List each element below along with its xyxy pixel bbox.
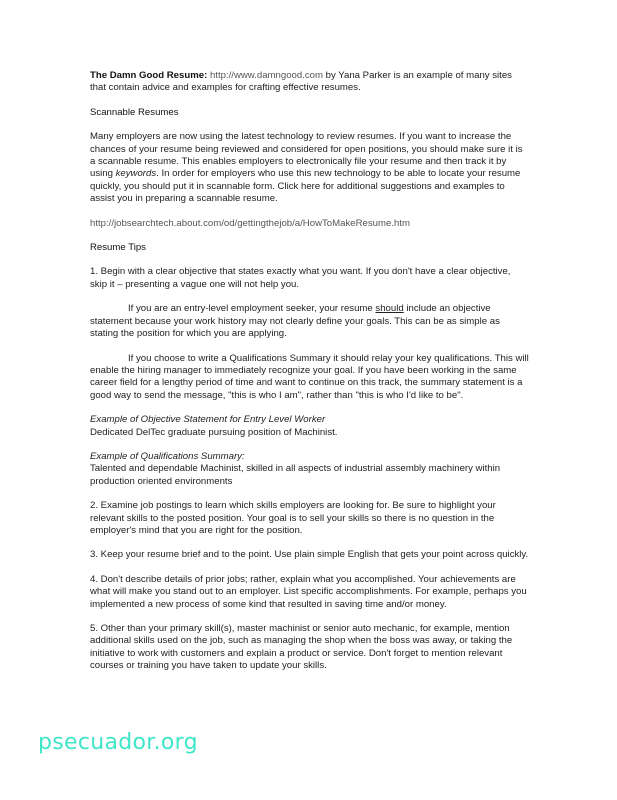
tip-1b-text-a: If you are an entry-level employment seeker, your resume	[128, 303, 376, 315]
example-qualifications-text: Talented and dependable Machinist, skilled in all aspects of industrial assembly machinery within production oriented environments	[90, 463, 501, 487]
example-qualifications	[90, 451, 530, 488]
tip-1: 1. Begin with a clear objective that states exactly what you want. If you don't have a clear objective, skip it – presenting a vague one will not help you.	[90, 266, 511, 290]
scannable-text-1: Many employers are now using the latest technology to review resumes. If you want to increase the chances of your resume being reviewed and considered for open positions, you should make sure it is a scannable resume. This enables employers to electronically file your resume and then track it by using	[90, 131, 523, 180]
scannable-text-2: . In order for employers who use this new technology to be able to locate your resume quickly, you should put it in scannable form. Click here for additional suggestions and examples to assist you in preparing a scannable resume.	[90, 168, 521, 205]
example-objective-text: Dedicated DelTec graduate pursuing position of Machinist.	[90, 426, 338, 438]
example-objective-label: Example of Objective Statement for Entry Level Worker	[90, 414, 326, 426]
keywords-text: keywords	[115, 168, 157, 180]
watermark-text: psecuador.org	[38, 730, 198, 755]
scannable-url-link[interactable]: http://jobsearchtech.about.com/od/gettingthejob/a/HowToMakeResume.htm	[90, 217, 410, 229]
intro-paragraph	[90, 70, 530, 95]
tips-heading: Resume Tips	[90, 242, 146, 254]
tip-2: 2. Examine job postings to learn which skills employers are looking for. Be sure to highlight your relevant skills to the posted position. Your goal is to sell your skills so there is no question in the employer's mind that you are right for the position.	[90, 500, 496, 536]
tip-1-qualifications: If you choose to write a Qualifications Summary it should relay your key qualifications. This will enable the hiring manager to immediately recognize your goal. If you have been working in the same career field for a lengthy period of time and want to continue on this track, the summary statement is a good way to send the message, "this is who I am", rather than "this is who I'd like to be".	[90, 352, 529, 401]
example-qualifications-label: Example of Qualifications Summary:	[90, 450, 245, 462]
tip-4: 4. Don't describe details of prior jobs; rather, explain what you accomplished. Your achievements are what will make you stand out to an employer. List specific accomplishments. For example, perhaps you implemented a new process of some kind that resulted in saving time and/or money.	[90, 573, 527, 610]
intro-url-link[interactable]: http://www.damngood.com	[209, 70, 324, 81]
intro-text: by Yana Parker is an example of many sites that contain advice and examples for crafting effective resumes.	[90, 70, 512, 94]
example-objective	[90, 414, 530, 439]
document-body	[90, 70, 530, 685]
should-text: should	[375, 303, 404, 315]
tip-3: 3. Keep your resume brief and to the point. Use plain simple English that gets your point across quickly.	[90, 549, 529, 561]
tip-5: 5. Other than your primary skill(s), master machinist or senior auto mechanic, for example, mention additional skills used on the job, such as managing the shop when the boss was away, or taking the initiative to work with customers and explain a product or service. Don't forget to mention relevant courses or training you have taken to update your skills.	[90, 623, 513, 672]
scannable-heading: Scannable Resumes	[90, 106, 179, 118]
scannable-paragraph	[90, 131, 530, 205]
tip-1b-text-b: include an objective statement because your work history may not clearly define your goals. This can be as simple as stating the position for which you are applying.	[90, 303, 500, 340]
intro-title: The Damn Good Resume:	[90, 70, 208, 81]
tip-1-entry-level	[90, 303, 530, 340]
